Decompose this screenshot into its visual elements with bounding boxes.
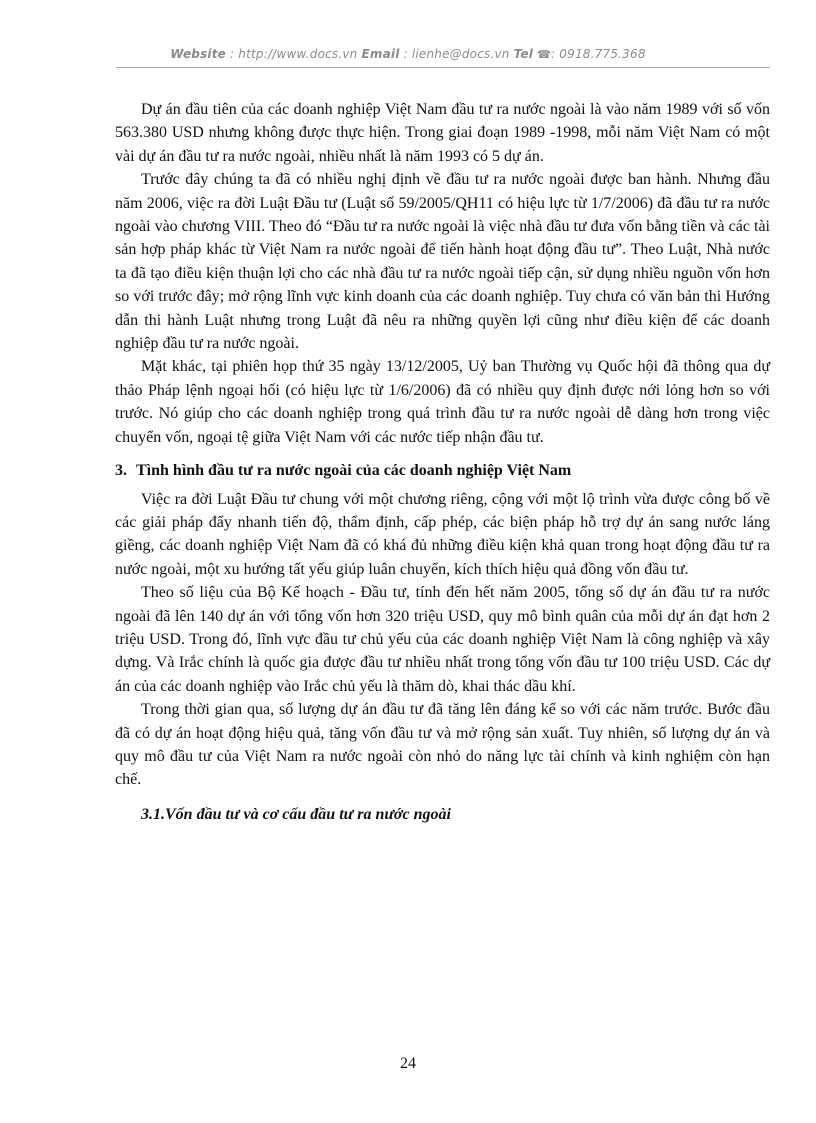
page-number: 24: [400, 1055, 416, 1072]
paragraph: Mặt khác, tại phiên họp thứ 35 ngày 13/12/2005, Uỷ ban Thường vụ Quốc hội đã thông qua dự thảo Pháp lệnh ngoại hối (có hiệu lực từ 1/6/2006) đã có nhiều quy định được nới lỏng hơn so với trước. Nó giúp cho các doanh nghiệp trong quá trình đầu tư ra nước ngoài dễ dàng hơn trong việc chuyển vốn, ngoại tệ giữa Việt Nam với các nước tiếp nhận đầu tư.: [115, 358, 770, 446]
section-title: Tình hình đầu tư ra nước ngoài của các doanh nghiệp Việt Nam: [136, 462, 572, 480]
header-divider: [116, 67, 770, 68]
section-heading: [115, 459, 770, 482]
tel-label: Tel: [513, 47, 534, 61]
email-value: : lienhe@docs.vn: [403, 47, 510, 61]
paragraph: Trong thời gian qua, số lượng dự án đầu tư đã tăng lên đáng kể so với các năm trước. Bước đầu đã có dự án hoạt động hiệu quả, tăng vốn đầu tư và mở rộng sản xuất. Tuy nhiên, số lượng dự án và quy mô đầu tư của Việt Nam ra nước ngoài còn nhỏ do năng lực tài chính và kinh nghiệm còn hạn chế.: [115, 701, 770, 789]
paragraph: Dự án đầu tiên của các doanh nghiệp Việt Nam đầu tư ra nước ngoài là vào năm 1989 với số vốn 563.380 USD nhưng không được thực hiện. Trong giai đoạn 1989 -1998, mỗi năm Việt Nam có một vài dự án đầu tư ra nước ngoài, nhiều nhất là năm 1993 có 5 dự án.: [115, 101, 770, 165]
section-number: 3.: [115, 462, 127, 480]
website-label: Website: [170, 47, 227, 61]
paragraph: Trước đây chúng ta đã có nhiều nghị định về đầu tư ra nước ngoài được ban hành. Nhưng đầu năm 2006, việc ra đời Luật Đầu tư (Luật số 59/2005/QH11 có hiệu lực từ 1/7/2006) đã đầu tư ra nước ngoài vào chương VIII. Theo đó “Đầu tư ra nước ngoài là việc nhà đầu tư đưa vốn bằng tiền và các tài sản hợp pháp khác từ Việt Nam ra nước ngoài để tiến hành hoạt động đầu tư”. Theo Luật, Nhà nước ta đã tạo điều kiện thuận lợi cho các nhà đầu tư ra nước ngoài tiếp cận, sử dụng nhiều nguồn vốn hơn so với trước đây; mở rộng lĩnh vực kinh doanh của các doanh nghiệp. Tuy chưa có văn bản thi Hướng dẫn thi hành Luật nhưng trong Luật đã nêu ra những quyền lợi cũng như điều kiện để các doanh nghiệp đầu tư ra nước ngoài.: [115, 171, 770, 353]
website-value: : http://www.docs.vn: [230, 47, 358, 61]
phone-icon: ☎: [537, 48, 552, 61]
document-body: [115, 98, 770, 826]
paragraph: Việc ra đời Luật Đầu tư chung với một chương riêng, cộng với một lộ trình vừa được công bố về các giải pháp đẩy nhanh tiến độ, thẩm định, cấp phép, các biện pháp hỗ trợ dự án sang nước láng giềng, các doanh nghiệp Việt Nam đã có khá đủ những điều kiện khả quan trong hoạt động đầu tư ra nước ngoài, một xu hướng tất yếu giúp luân chuyển, kích thích hiệu quả đồng vốn đầu tư.: [115, 490, 770, 578]
paragraph: Theo số liệu của Bộ Kế hoạch - Đầu tư, tính đến hết năm 2005, tổng số dự án đầu tư ra nước ngoài đã lên 140 dự án với tổng vốn hơn 320 triệu USD, quy mô bình quân của mỗi dự án đạt hơn 2 triệu USD. Trong đó, lĩnh vực đầu tư chủ yếu của các doanh nghiệp Việt Nam là công nghiệp và xây dựng. Và Irắc chính là quốc gia được đầu tư nhiều nhất trong tổng vốn đầu tư 100 triệu USD. Các dự án của các doanh nghiệp vào Irắc chủ yếu là thăm dò, khai thác dầu khí.: [115, 584, 770, 695]
email-label: Email: [361, 47, 400, 61]
subsection-heading: 3.1.Vốn đầu tư và cơ cấu đầu tư ra nước ngoài: [141, 805, 451, 823]
page-header: [0, 47, 816, 61]
tel-value: : 0918.775.368: [551, 47, 646, 61]
